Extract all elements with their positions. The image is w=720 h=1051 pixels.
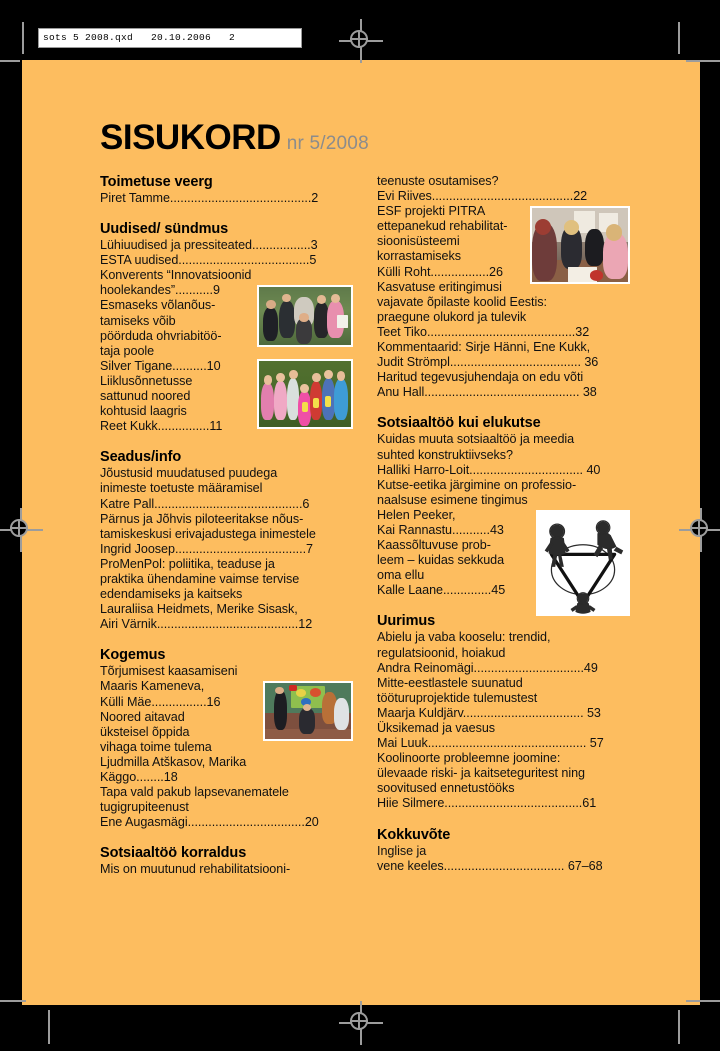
toc-entry[interactable]: Mis on muutunud rehabilitatsiooni- bbox=[100, 862, 291, 877]
toc-entry[interactable]: Lauraliisa Heidmets, Merike Sisask, bbox=[100, 602, 298, 617]
toc-entry[interactable]: Jõustusid muudatused puudega bbox=[100, 466, 278, 481]
toc-entry[interactable]: Kuidas muuta sotsiaaltöö ja meedia bbox=[377, 432, 575, 447]
crop-mark-bl-h bbox=[0, 1000, 26, 1002]
toc-entry[interactable]: tugigrupiteenust bbox=[100, 800, 189, 815]
toc-entry[interactable]: Judit Strömpl...................................... 36 bbox=[377, 355, 599, 370]
toc-entry[interactable]: Katre Pall...........................................6 bbox=[100, 496, 310, 511]
toc-entry[interactable]: Noored aitavad bbox=[100, 709, 185, 724]
toc-entry[interactable]: Maaris Kameneva, bbox=[100, 679, 205, 694]
toc-entry[interactable]: regulatsioonid, hoiakud bbox=[377, 645, 506, 660]
crop-mark-br-v bbox=[678, 1010, 680, 1044]
toc-entry[interactable]: suhted konstruktiivseks? bbox=[377, 447, 513, 462]
section-heading-kokkuvote: Kokkuvõte bbox=[377, 826, 451, 843]
toc-entry[interactable]: Ljudmilla Atškasov, Marika bbox=[100, 754, 247, 769]
toc-entry[interactable]: ESF projekti PITRA bbox=[377, 204, 486, 219]
registration-mark-top bbox=[339, 19, 383, 63]
toc-entry[interactable]: Ene Augasmägi..................................20 bbox=[100, 815, 319, 830]
photo-classroom-activity-image bbox=[265, 683, 351, 739]
registration-ring-icon bbox=[350, 1012, 368, 1030]
magazine-page bbox=[22, 60, 700, 1005]
toc-entry[interactable]: Piret Tamme.........................................2 bbox=[100, 191, 319, 205]
toc-entry[interactable]: Pärnus ja Jõhvis piloteeritakse nõus- bbox=[100, 511, 304, 526]
toc-entry[interactable]: Lühiuudised ja pressiteated.................3 bbox=[100, 238, 318, 253]
registration-mark-right bbox=[679, 508, 720, 552]
toc-entry[interactable]: korrastamiseks bbox=[377, 249, 461, 264]
toc-entry[interactable]: ESTA uudised......................................5 bbox=[100, 253, 317, 268]
registration-mark-bottom bbox=[339, 1001, 383, 1045]
crop-mark-bl-v bbox=[48, 1010, 50, 1044]
toc-entry[interactable]: vajavate õpilaste koolid Eestis: bbox=[377, 294, 547, 309]
prepress-slug-line: sots 5 2008.qxd 20.10.2006 2 bbox=[38, 28, 302, 48]
toc-entry[interactable]: ettepanekud rehabilitat- bbox=[377, 219, 508, 234]
toc-entry[interactable]: Kommentaarid: Sirje Hänni, Ene Kukk, bbox=[377, 340, 591, 355]
toc-entry[interactable]: Kalle Laane..............45 bbox=[377, 583, 506, 598]
toc-entry[interactable]: Tapa vald pakub lapsevanematele bbox=[100, 785, 289, 800]
registration-ring-icon bbox=[350, 30, 368, 48]
toc-right-column bbox=[377, 174, 630, 877]
crop-mark-tl-h bbox=[0, 60, 20, 62]
toc-entry[interactable]: Mai Luuk.............................................. 57 bbox=[377, 736, 604, 751]
toc-entry[interactable]: Reet Kukk...............11 bbox=[100, 419, 223, 434]
photo-adults-group-image bbox=[259, 287, 351, 345]
toc-entry[interactable]: Hiie Silmere........................................61 bbox=[377, 796, 597, 811]
photo-children-group-image bbox=[259, 361, 351, 427]
crop-mark-tr-h bbox=[686, 60, 720, 62]
toc-entry[interactable]: sattunud noored bbox=[100, 389, 191, 404]
crop-mark-tr-v bbox=[678, 22, 680, 54]
toc-entry[interactable]: Konverents “Innovatsioonid bbox=[100, 268, 252, 283]
toc-entry[interactable]: Airi Värnik.........................................12 bbox=[100, 617, 313, 632]
codependency-triangle-svg bbox=[538, 512, 628, 614]
toc-entry[interactable]: hoolekandes”...........9 bbox=[100, 283, 220, 298]
toc-entry[interactable]: Üksikemad ja vaesus bbox=[377, 721, 496, 735]
toc-entry[interactable]: Kaassõltuvuse prob- bbox=[377, 538, 491, 553]
toc-entry[interactable]: tööturuprojektide tulemustest bbox=[377, 690, 538, 705]
toc-entry[interactable]: ProMenPol: poliitika, teaduse ja bbox=[100, 556, 275, 571]
page-title bbox=[100, 118, 630, 158]
toc-entry[interactable]: ülevaade riski- ja kaitseteguritest ning bbox=[377, 766, 586, 781]
toc-entry[interactable]: Helen Peeker, bbox=[377, 507, 456, 522]
toc-entry[interactable]: Koolinoorte probleemne joomine: bbox=[377, 751, 561, 766]
toc-entry[interactable]: Esmaseks võlanõus- bbox=[100, 298, 216, 313]
page-content bbox=[100, 118, 630, 877]
registration-mark-left bbox=[0, 508, 43, 552]
registration-ring-icon bbox=[690, 519, 708, 537]
toc-entry[interactable]: kohtusid laagris bbox=[100, 404, 187, 419]
toc-entry[interactable]: Kai Rannastu...........43 bbox=[377, 522, 504, 537]
toc-entry[interactable]: vene keeles................................... 67–68 bbox=[377, 858, 603, 873]
toc-entry[interactable]: Inglise ja bbox=[377, 843, 427, 858]
toc-entry[interactable]: edendamiseks ja kaitseks bbox=[100, 587, 243, 602]
toc-entry[interactable]: naalsuse esimene tingimus bbox=[377, 492, 528, 507]
toc-entry[interactable]: tamiskeskusi erivajadustega inimestele bbox=[100, 526, 316, 541]
section-heading-toimetuse-veerg: Toimetuse veerg bbox=[100, 174, 213, 190]
section-heading-kogemus: Kogemus bbox=[100, 647, 166, 664]
toc-entry[interactable]: Kutse-eetika järgimine on professio- bbox=[377, 477, 577, 492]
crop-mark-br-h bbox=[686, 1000, 720, 1002]
masthead-word: SISUKORD bbox=[100, 118, 281, 157]
toc-entry[interactable]: Mitte-eestlastele suunatud bbox=[377, 675, 523, 690]
toc-entry[interactable]: soovitused ennetustööks bbox=[377, 781, 515, 796]
toc-entry[interactable]: vihaga toime tulema bbox=[100, 739, 212, 754]
photo-children-group bbox=[257, 359, 353, 429]
photo-meeting-table bbox=[530, 206, 630, 284]
masthead-issue: nr 5/2008 bbox=[286, 133, 369, 154]
toc-entry[interactable]: Kasvatuse eritingimusi bbox=[377, 279, 502, 294]
photo-classroom-activity bbox=[263, 681, 353, 741]
toc-entry[interactable]: tamiseks võib bbox=[100, 313, 176, 328]
toc-entry[interactable]: inimeste toetuste määramisel bbox=[100, 481, 263, 496]
toc-entry[interactable]: praegune olukord ja tulevik bbox=[377, 309, 527, 324]
toc-entry[interactable]: sioonisüsteemi bbox=[377, 234, 460, 249]
toc-entry[interactable]: pöörduda ohvriabitöö- bbox=[100, 328, 222, 343]
photo-adults-group bbox=[257, 285, 353, 347]
toc-entry[interactable]: Halliki Harro-Loit................................. 40 bbox=[377, 462, 601, 477]
section-heading-sotsiaaltoo-korraldus: Sotsiaaltöö korraldus bbox=[100, 845, 247, 862]
toc-entry[interactable]: teenuste osutamises? bbox=[377, 174, 499, 188]
toc-entry[interactable]: Liiklusõnnetusse bbox=[100, 373, 193, 388]
toc-entry[interactable]: leem – kuidas sekkuda bbox=[377, 553, 505, 568]
toc-entry[interactable]: Ingrid Joosep......................................7 bbox=[100, 541, 313, 556]
section-heading-seadus-info: Seadus/info bbox=[100, 449, 182, 466]
toc-entry[interactable]: üksteisel õppida bbox=[100, 724, 190, 739]
toc-entry[interactable]: Anu Hall............................................. 38 bbox=[377, 385, 597, 400]
toc-entry[interactable]: taja poole bbox=[100, 343, 155, 358]
registration-ring-icon bbox=[10, 519, 28, 537]
toc-left-column bbox=[100, 174, 353, 877]
toc-entry[interactable]: praktika ühendamine vaimse tervise bbox=[100, 571, 300, 586]
toc-entry[interactable]: Külli Roht.................26 bbox=[377, 264, 503, 279]
toc-entry[interactable]: Abielu ja vaba kooselu: trendid, bbox=[377, 630, 551, 645]
toc-entry[interactable]: Teet Tiko...........................................32 bbox=[377, 324, 590, 339]
toc-entry[interactable]: Külli Mäe................16 bbox=[100, 694, 221, 709]
toc-entry[interactable]: Haritud tegevusjuhendaja on edu võti bbox=[377, 370, 584, 385]
toc-entry[interactable]: oma ellu bbox=[377, 568, 425, 583]
toc-entry[interactable]: Käggo........18 bbox=[100, 770, 178, 784]
crop-mark-tl-v bbox=[22, 22, 24, 54]
toc-entry[interactable]: Silver Tigane..........10 bbox=[100, 358, 221, 373]
toc-entry[interactable]: Maarja Kuldjärv................................... 53 bbox=[377, 705, 601, 720]
illustration-codependency-triangle bbox=[536, 510, 630, 616]
toc-entry[interactable]: Tõrjumisest kaasamiseni bbox=[100, 664, 238, 679]
toc-columns bbox=[100, 174, 630, 877]
photo-meeting-table-image bbox=[532, 208, 628, 282]
section-heading-sotsiaaltoo-kui-elukutse: Sotsiaaltöö kui elukutse bbox=[377, 415, 541, 432]
toc-entry[interactable]: Evi Riives.........................................22 bbox=[377, 189, 588, 204]
section-heading-uurimus: Uurimus bbox=[377, 613, 436, 630]
section-heading-uudised-sundmus: Uudised/ sündmus bbox=[100, 221, 229, 238]
toc-entry[interactable]: Andra Reinomägi................................49 bbox=[377, 660, 598, 675]
